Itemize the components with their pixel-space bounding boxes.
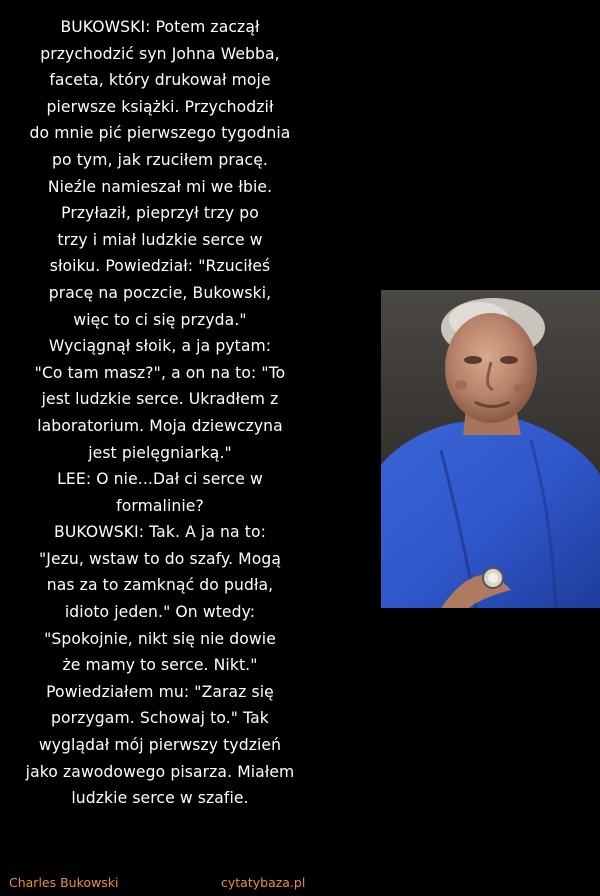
- quote-line: porzygam. Schowaj to." Tak: [51, 709, 269, 728]
- quote-line: pierwsze książki. Przychodził: [46, 97, 274, 116]
- quote-line: "Jezu, wstaw to do szafy. Mogą: [38, 549, 282, 568]
- quote-line: po tym, jak rzuciłem pracę.: [52, 150, 268, 169]
- author-portrait: [381, 290, 600, 608]
- quote-line: jako zawodowego pisarza. Miałem: [25, 762, 295, 781]
- quote-line: trzy i miał ludzkie serce w: [57, 230, 263, 249]
- quote-line: LEE: O nie...Dał ci serce w: [57, 470, 263, 489]
- quote-line: faceta, który drukował moje: [49, 71, 271, 90]
- quote-line: Powiedziałem mu: "Zaraz się: [46, 682, 274, 701]
- quote-line: nas za to zamknąć do pudła,: [46, 576, 274, 595]
- quote-line: "Co tam masz?", a on na to: "To: [34, 363, 286, 382]
- quote-line: Wyciągnął słoik, a ja pytam:: [48, 337, 272, 356]
- quote-line: pracę na poczcie, Bukowski,: [48, 283, 272, 302]
- quote-line: jest ludzkie serce. Ukradłem z: [41, 390, 279, 409]
- quote-line: do mnie pić pierwszego tygodnia: [29, 124, 291, 143]
- portrait-photo-icon: [381, 290, 600, 608]
- quote-text: [8, 14, 312, 812]
- quote-line: Przyłaził, pieprzył trzy po: [61, 204, 259, 223]
- quote-line: przychodzić syn Johna Webba,: [40, 44, 280, 63]
- footer-author[interactable]: Charles Bukowski: [9, 875, 119, 890]
- quote-line: ludzkie serce w szafie.: [71, 789, 249, 808]
- quote-line: laboratorium. Moja dziewczyna: [37, 416, 283, 435]
- quote-line: słoiku. Powiedział: "Rzuciłeś: [49, 257, 271, 276]
- footer-site-link[interactable]: cytatybaza.pl: [221, 875, 306, 890]
- quote-line: idioto jeden." On wtedy:: [64, 603, 256, 622]
- quote-line: BUKOWSKI: Tak. A ja na to:: [54, 523, 266, 542]
- quote-line: BUKOWSKI: Potem zaczął: [60, 18, 260, 36]
- quote-line: Nieźle namieszał mi we łbie.: [47, 177, 273, 196]
- quote-line: formalinie?: [116, 496, 204, 515]
- quote-line: że mamy to serce. Nikt.": [62, 656, 258, 675]
- quote-line: więc to ci się przyda.": [73, 310, 247, 329]
- quote-line: jest pielęgniarką.": [88, 443, 232, 462]
- quote-line: "Spokojnie, nikt się nie dowie: [44, 629, 276, 648]
- quote-line: wyglądał mój pierwszy tydzień: [38, 736, 282, 755]
